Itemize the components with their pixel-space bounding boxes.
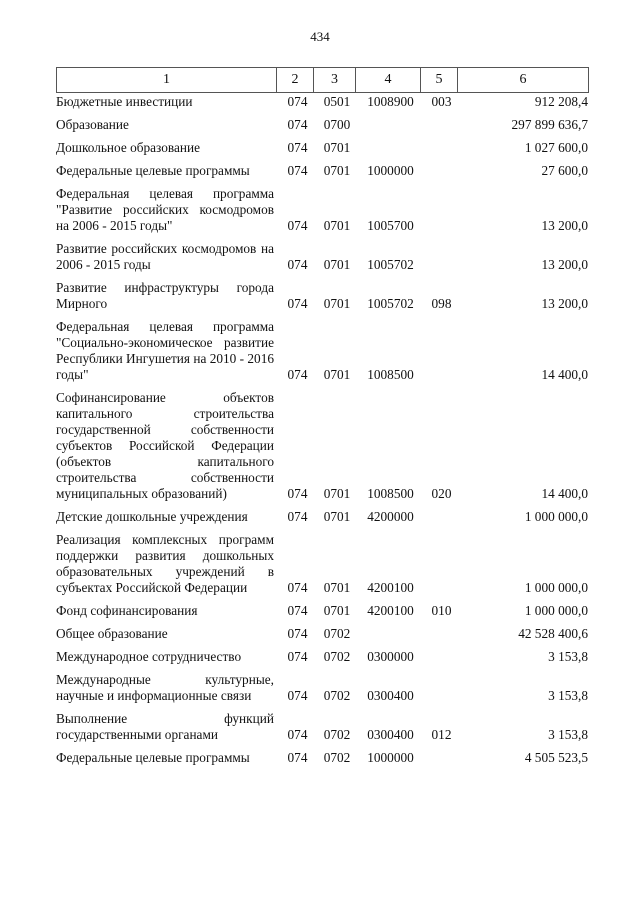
row-name bbox=[56, 626, 274, 642]
header-col-5: 5 bbox=[421, 68, 458, 93]
cell-c3: 0700 bbox=[323, 117, 351, 132]
cell-c4: 4200100 bbox=[367, 580, 414, 595]
row-name bbox=[56, 672, 274, 704]
row-name-line: Фонд софинансирования bbox=[56, 603, 198, 618]
cell-c4: 0300000 bbox=[367, 649, 414, 664]
row-name bbox=[56, 280, 274, 312]
cell-c3: 0701 bbox=[323, 367, 351, 382]
row-name-line: капитального строительства bbox=[56, 406, 274, 421]
table-row bbox=[56, 626, 588, 642]
row-name-line: субъектов Российской Федерации bbox=[56, 438, 274, 453]
cell-c2: 074 bbox=[287, 296, 308, 311]
cell-c2: 074 bbox=[287, 163, 308, 178]
row-name bbox=[56, 711, 274, 743]
cell-c4: 1005702 bbox=[367, 296, 414, 311]
cell-c6: 3 153,8 bbox=[548, 688, 588, 703]
row-name-line: муниципальных образований) bbox=[56, 486, 227, 501]
cell-c6: 3 153,8 bbox=[548, 727, 588, 742]
cell-c6: 42 528 400,6 bbox=[518, 626, 588, 641]
row-name bbox=[56, 390, 274, 502]
row-name-line: Развитие инфраструктуры города bbox=[56, 280, 274, 295]
table-row bbox=[56, 117, 588, 133]
cell-c6: 912 208,4 bbox=[534, 94, 588, 109]
cell-c2: 074 bbox=[287, 649, 308, 664]
row-name bbox=[56, 140, 274, 156]
cell-c6: 1 000 000,0 bbox=[524, 603, 588, 618]
cell-c2: 074 bbox=[287, 603, 308, 618]
header-col-4: 4 bbox=[356, 68, 421, 93]
cell-c2: 074 bbox=[287, 727, 308, 742]
row-name-line: Республики Ингушетия на 2010 - 2016 bbox=[56, 351, 274, 366]
table-row bbox=[56, 509, 588, 525]
row-name-line: научные и информационные связи bbox=[56, 688, 252, 703]
row-name-line: Детские дошкольные учреждения bbox=[56, 509, 248, 524]
cell-c3: 0701 bbox=[323, 509, 351, 524]
table-row bbox=[56, 94, 588, 110]
row-name-line: Федеральная целевая программа bbox=[56, 319, 274, 334]
cell-c6: 1 027 600,0 bbox=[524, 140, 588, 155]
cell-c3: 0702 bbox=[323, 649, 351, 664]
row-name-line: "Социально-экономическое развитие bbox=[56, 335, 274, 350]
row-name bbox=[56, 186, 274, 234]
table-row bbox=[56, 390, 588, 502]
page-number: 434 bbox=[310, 29, 330, 44]
row-name-line: 2006 - 2015 годы bbox=[56, 257, 151, 272]
cell-c4: 4200000 bbox=[367, 509, 414, 524]
row-name-line: Развитие российских космодромов на bbox=[56, 241, 274, 256]
table-row bbox=[56, 280, 588, 312]
header-col-3: 3 bbox=[314, 68, 356, 93]
cell-c3: 0702 bbox=[323, 626, 351, 641]
row-name bbox=[56, 117, 274, 133]
row-name bbox=[56, 603, 274, 619]
row-name-line: Мирного bbox=[56, 296, 108, 311]
row-name-line: Федеральные целевые программы bbox=[56, 163, 250, 178]
cell-c6: 13 200,0 bbox=[541, 257, 588, 272]
cell-c3: 0701 bbox=[323, 580, 351, 595]
cell-c3: 0701 bbox=[323, 486, 351, 501]
row-name-line: Реализация комплексных программ bbox=[56, 532, 274, 547]
cell-c6: 1 000 000,0 bbox=[524, 580, 588, 595]
row-name-line: Международное сотрудничество bbox=[56, 649, 242, 664]
table-row bbox=[56, 140, 588, 156]
cell-c3: 0701 bbox=[323, 218, 351, 233]
cell-c2: 074 bbox=[287, 688, 308, 703]
row-name-line: Общее образование bbox=[56, 626, 168, 641]
row-name-line: поддержки развития дошкольных bbox=[56, 548, 274, 563]
cell-c5: 012 bbox=[431, 727, 452, 742]
row-name bbox=[56, 319, 274, 383]
cell-c3: 0701 bbox=[323, 296, 351, 311]
table-row bbox=[56, 711, 588, 743]
table-row bbox=[56, 319, 588, 383]
row-name bbox=[56, 750, 274, 766]
cell-c2: 074 bbox=[287, 580, 308, 595]
cell-c3: 0702 bbox=[323, 750, 351, 765]
row-name-line: Федеральные целевые программы bbox=[56, 750, 250, 765]
cell-c3: 0702 bbox=[323, 727, 351, 742]
cell-c6: 13 200,0 bbox=[541, 296, 588, 311]
cell-c5: 098 bbox=[431, 296, 452, 311]
cell-c3: 0501 bbox=[323, 94, 351, 109]
cell-c6: 1 000 000,0 bbox=[524, 509, 588, 524]
cell-c4: 1000000 bbox=[367, 750, 414, 765]
cell-c4: 1005702 bbox=[367, 257, 414, 272]
row-name-line: Бюджетные инвестиции bbox=[56, 94, 193, 109]
cell-c6: 297 899 636,7 bbox=[511, 117, 588, 132]
cell-c2: 074 bbox=[287, 750, 308, 765]
header-col-1: 1 bbox=[57, 68, 277, 93]
cell-c3: 0701 bbox=[323, 257, 351, 272]
row-name-line: Международные культурные, bbox=[56, 672, 274, 687]
cell-c5: 010 bbox=[431, 603, 452, 618]
row-name-line: Выполнение функций bbox=[56, 711, 274, 726]
row-name-line: государственными органами bbox=[56, 727, 218, 742]
row-name-line: годы" bbox=[56, 367, 89, 382]
row-name-line: Дошкольное образование bbox=[56, 140, 200, 155]
row-name bbox=[56, 532, 274, 596]
cell-c2: 074 bbox=[287, 117, 308, 132]
row-name-line: Федеральная целевая программа bbox=[56, 186, 274, 201]
cell-c6: 13 200,0 bbox=[541, 218, 588, 233]
cell-c2: 074 bbox=[287, 94, 308, 109]
table-row bbox=[56, 163, 588, 179]
cell-c3: 0702 bbox=[323, 688, 351, 703]
row-name-line: Образование bbox=[56, 117, 129, 132]
row-name-line: Софинансирование объектов bbox=[56, 390, 274, 405]
cell-c4: 0300400 bbox=[367, 727, 414, 742]
row-name-line: "Развитие российских космодромов bbox=[56, 202, 274, 217]
row-name bbox=[56, 241, 274, 273]
cell-c2: 074 bbox=[287, 486, 308, 501]
row-name bbox=[56, 509, 274, 525]
row-name-line: строительства собственности bbox=[56, 470, 274, 485]
table-row bbox=[56, 750, 588, 766]
table-body bbox=[56, 94, 588, 773]
row-name-line: образовательных учреждений в bbox=[56, 564, 274, 579]
table-header bbox=[56, 67, 589, 93]
cell-c4: 1008500 bbox=[367, 367, 414, 382]
cell-c6: 14 400,0 bbox=[541, 367, 588, 382]
table-row bbox=[56, 186, 588, 234]
cell-c2: 074 bbox=[287, 367, 308, 382]
cell-c6: 4 505 523,5 bbox=[524, 750, 588, 765]
table-row bbox=[56, 672, 588, 704]
table-row bbox=[56, 649, 588, 665]
cell-c4: 1005700 bbox=[367, 218, 414, 233]
cell-c6: 27 600,0 bbox=[541, 163, 588, 178]
header-col-2: 2 bbox=[277, 68, 314, 93]
cell-c4: 4200100 bbox=[367, 603, 414, 618]
row-name bbox=[56, 163, 274, 179]
cell-c4: 1000000 bbox=[367, 163, 414, 178]
cell-c6: 14 400,0 bbox=[541, 486, 588, 501]
cell-c3: 0701 bbox=[323, 163, 351, 178]
row-name-line: субъектах Российской Федерации bbox=[56, 580, 248, 595]
cell-c4: 0300400 bbox=[367, 688, 414, 703]
cell-c2: 074 bbox=[287, 626, 308, 641]
cell-c4: 1008900 bbox=[367, 94, 414, 109]
row-name-line: (объектов капитального bbox=[56, 454, 274, 469]
table-row bbox=[56, 241, 588, 273]
cell-c3: 0701 bbox=[323, 603, 351, 618]
header-col-6: 6 bbox=[458, 68, 589, 93]
cell-c2: 074 bbox=[287, 509, 308, 524]
cell-c6: 3 153,8 bbox=[548, 649, 588, 664]
cell-c2: 074 bbox=[287, 140, 308, 155]
cell-c5: 003 bbox=[431, 94, 452, 109]
row-name bbox=[56, 649, 274, 665]
table-row bbox=[56, 603, 588, 619]
cell-c2: 074 bbox=[287, 257, 308, 272]
cell-c3: 0701 bbox=[323, 140, 351, 155]
row-name-line: на 2006 - 2015 годы" bbox=[56, 218, 173, 233]
row-name-line: государственной собственности bbox=[56, 422, 274, 437]
cell-c5: 020 bbox=[431, 486, 452, 501]
table-row bbox=[56, 532, 588, 596]
row-name bbox=[56, 94, 274, 110]
cell-c2: 074 bbox=[287, 218, 308, 233]
cell-c4: 1008500 bbox=[367, 486, 414, 501]
